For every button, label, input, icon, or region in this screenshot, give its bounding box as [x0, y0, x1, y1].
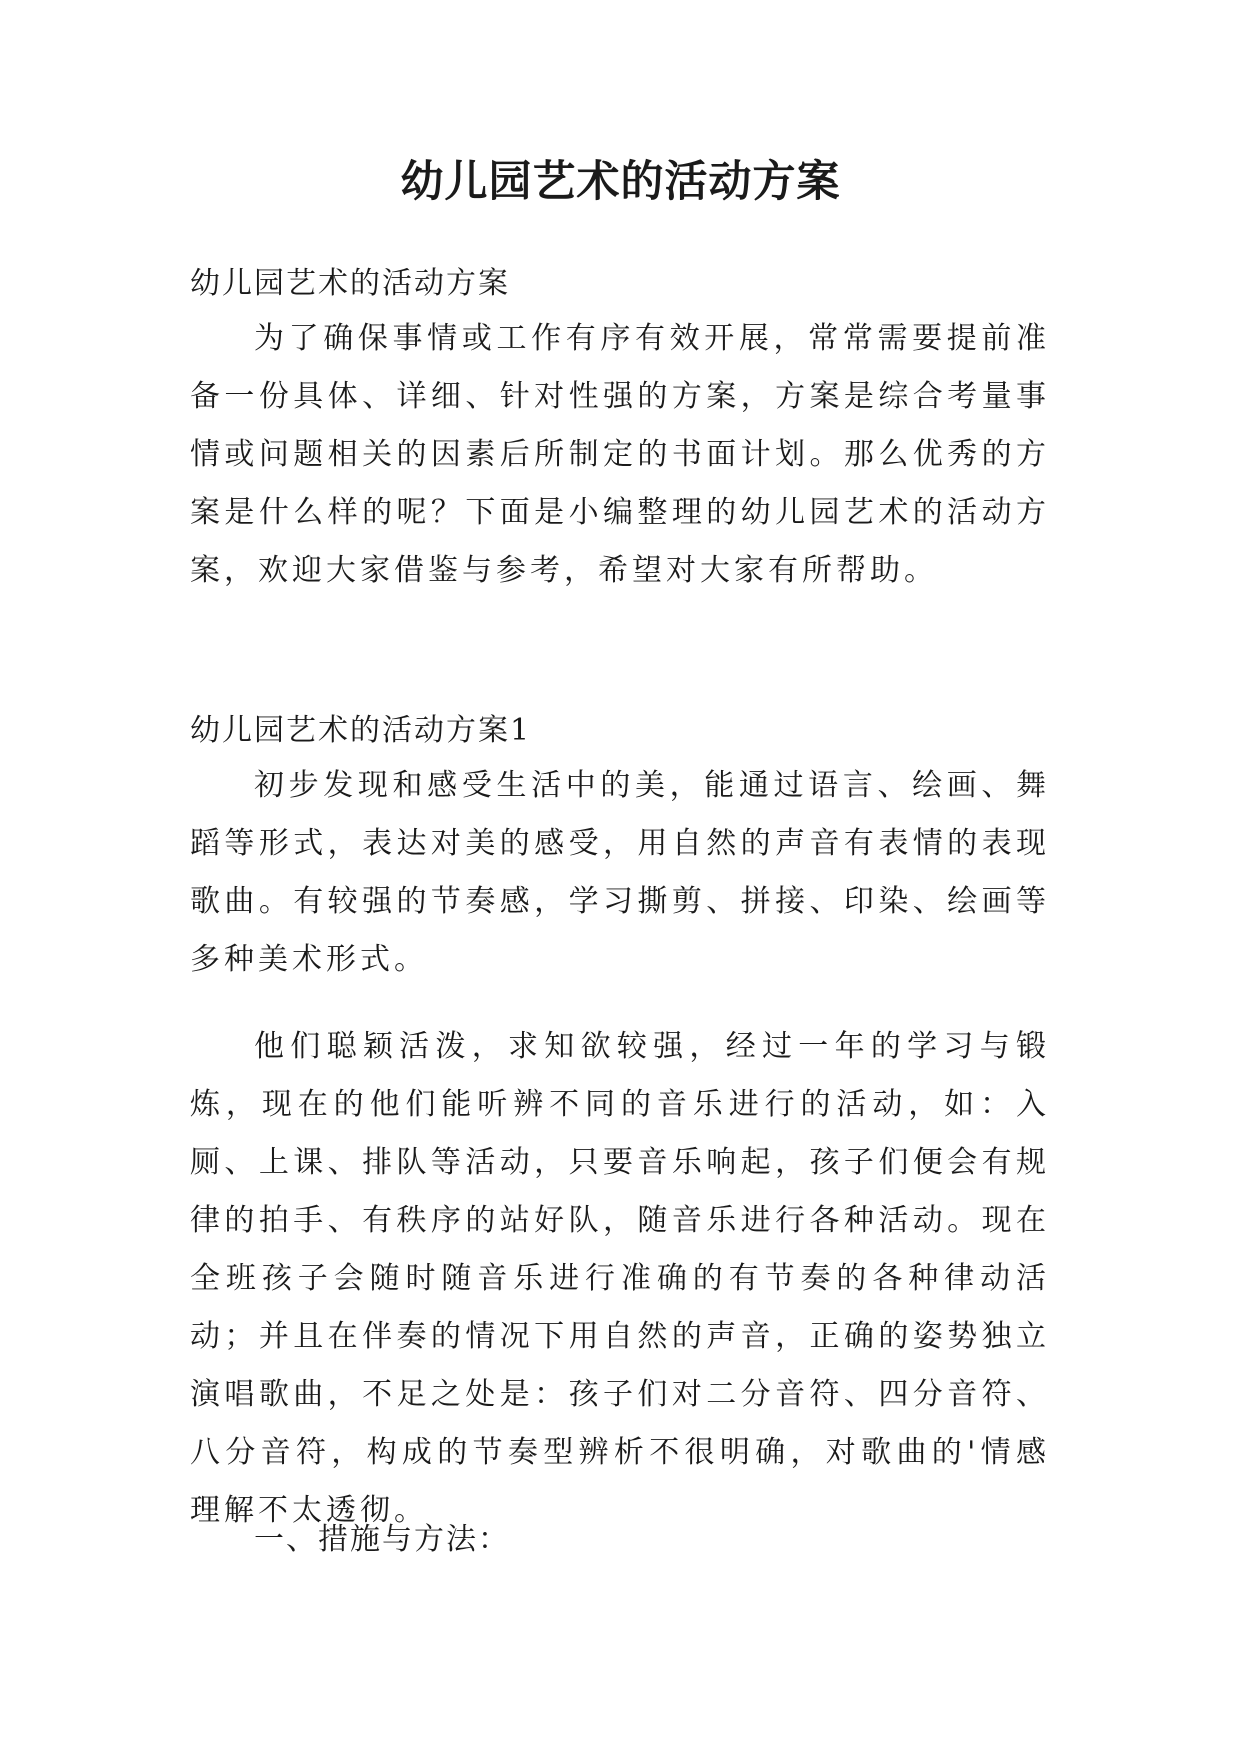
document-subtitle: 幼儿园艺术的活动方案 [190, 266, 510, 301]
section-paragraph-2: 他们聪颖活泼，求知欲较强，经过一年的学习与锻炼，现在的他们能听辨不同的音乐进行的活动，如：入厕、上课、排队等活动，只要音乐响起，孩子们便会有规律的拍手、有秩序的站好队，随音乐进行各种活动。现在全班孩子会随时随音乐进行准确的有节奏的各种律动活动；并且在伴奏的情况下用自然的声音，正确的姿势独立演唱歌曲，不足之处是：孩子们对二分音符、四分音符、八分音符，构成的节奏型辨析不很明确，对歌曲的'情感理解不太透彻。 [190, 1029, 1050, 1528]
section-paragraph-1: 初步发现和感受生活中的美，能通过语言、绘画、舞蹈等形式，表达对美的感受，用自然的声音有表情的表现歌曲。有较强的节奏感，学习撕剪、拼接、印染、绘画等多种美术形式。 [190, 768, 1050, 977]
intro-paragraph: 为了确保事情或工作有序有效开展，常常需要提前准备一份具体、详细、针对性强的方案，方案是综合考量事情或问题相关的因素后所制定的书面计划。那么优秀的方案是什么样的呢？下面是小编整理的幼儿园艺术的活动方案，欢迎大家借鉴与参考，希望对大家有所帮助。 [190, 321, 1050, 588]
measures-subheading: 一、措施与方法： [254, 1522, 510, 1557]
section-heading: 幼儿园艺术的活动方案1 [190, 713, 532, 748]
document-title: 幼儿园艺术的活动方案 [400, 157, 841, 207]
